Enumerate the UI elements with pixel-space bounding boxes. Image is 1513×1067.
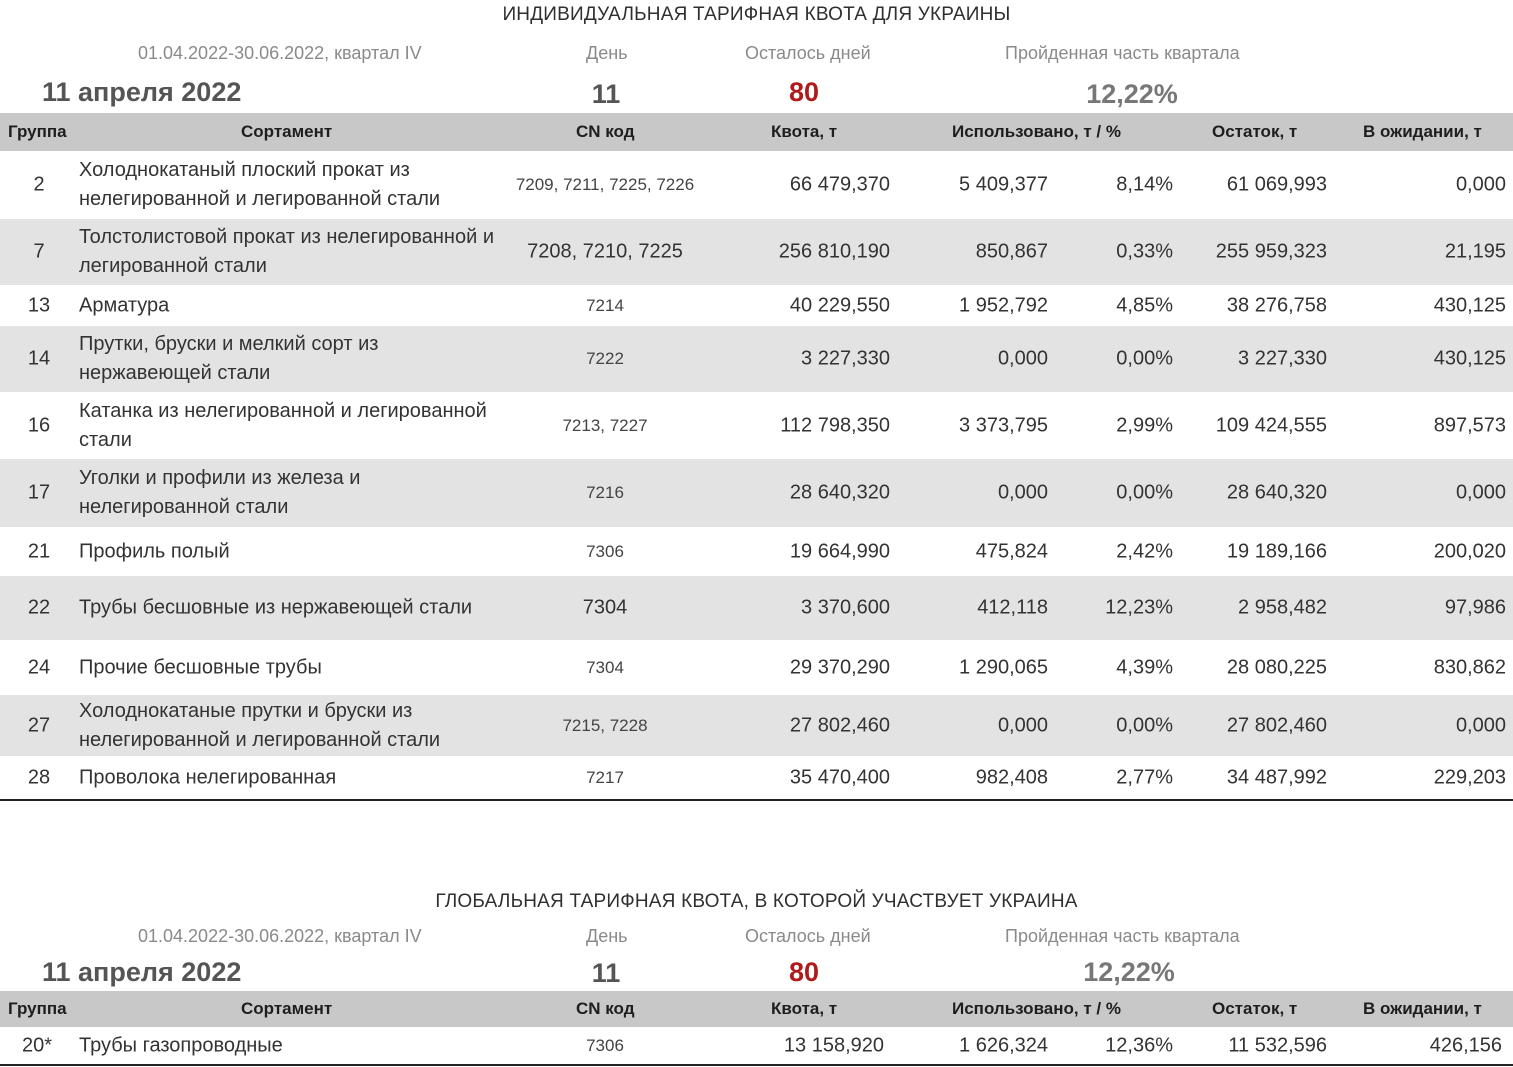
used-cell: 1 952,792 <box>959 294 1048 316</box>
quota-cell: 66 479,370 <box>789 173 890 196</box>
period-label: 01.04.2022-30.06.2022, квартал IV <box>138 926 422 946</box>
assortment-cell: Холоднокатаные прутки и бруски из нелегированной и легированной стали <box>79 699 441 751</box>
rest-cell: 11 532,596 <box>1228 1034 1327 1057</box>
group-cell: 16 <box>27 414 51 436</box>
group-cell: 22 <box>27 596 51 619</box>
cn-cell: 7304 <box>582 596 628 619</box>
pending-cell: 229,203 <box>1433 766 1506 788</box>
day-value: 11 <box>591 958 621 988</box>
period-label: 01.04.2022-30.06.2022, квартал IV <box>138 43 422 63</box>
col-pending-header: В ожидании, т <box>1363 999 1482 1018</box>
rest-cell: 61 069,993 <box>1226 173 1327 196</box>
used-percent-cell: 4,39% <box>1116 656 1173 678</box>
used-cell: 5 409,377 <box>959 173 1048 196</box>
report-date: 11 апреля 2022 <box>42 77 242 107</box>
used-cell: 850,867 <box>975 240 1048 263</box>
rest-cell: 19 189,166 <box>1226 540 1327 562</box>
assortment-cell: Арматура <box>79 294 170 316</box>
used-percent-cell: 2,42% <box>1116 540 1173 562</box>
table-row <box>0 285 1513 326</box>
table-row <box>0 695 1513 756</box>
cn-cell: 7306 <box>586 1036 624 1055</box>
table-row <box>0 151 1513 219</box>
col-used-header: Использовано, т / % <box>952 122 1121 141</box>
cn-cell: 7222 <box>586 349 624 368</box>
pending-cell: 430,125 <box>1433 294 1506 316</box>
rest-cell: 34 487,992 <box>1226 766 1327 788</box>
quota-cell: 29 370,290 <box>789 656 890 678</box>
assortment-cell: Профиль полый <box>79 540 230 562</box>
quota-cell: 27 802,460 <box>789 714 890 736</box>
rest-cell: 27 802,460 <box>1226 714 1327 736</box>
cn-cell: 7217 <box>586 767 624 787</box>
table-row <box>0 756 1513 799</box>
used-cell: 0,000 <box>997 714 1048 736</box>
cn-cell: 7214 <box>586 295 624 315</box>
progress-label: Пройденная часть квартала <box>1005 926 1240 946</box>
table-bottom-rule <box>0 799 1513 801</box>
assortment-cell: Проволока нелегированная <box>79 766 337 788</box>
table-row <box>0 219 1513 285</box>
group-cell: 13 <box>27 294 51 316</box>
cn-cell: 7306 <box>586 541 624 561</box>
used-percent-cell: 8,14% <box>1116 173 1173 196</box>
days-left-label: Осталось дней <box>745 926 871 946</box>
group-cell: 7 <box>33 240 45 263</box>
day-value: 11 <box>591 79 621 109</box>
rest-cell: 109 424,555 <box>1215 414 1327 436</box>
progress-value: 12,22% <box>1083 957 1175 987</box>
assortment-cell: Прочие бесшовные трубы <box>79 656 322 678</box>
progress-label: Пройденная часть квартала <box>1005 43 1240 63</box>
group-cell: 28 <box>27 766 51 788</box>
cn-cell: 7304 <box>586 657 624 677</box>
report-date: 11 апреля 2022 <box>42 957 242 987</box>
used-cell: 1 626,324 <box>959 1034 1048 1057</box>
rest-cell: 38 276,758 <box>1226 294 1327 316</box>
quota-cell: 256 810,190 <box>778 240 890 263</box>
day-label: День <box>586 43 628 63</box>
pending-cell: 430,125 <box>1433 347 1506 370</box>
col-pending-header: В ожидании, т <box>1363 122 1482 141</box>
quota-cell: 3 227,330 <box>801 347 890 370</box>
group-cell: 27 <box>27 714 51 736</box>
cn-cell: 7215, 7228 <box>562 715 648 735</box>
group-cell: 20* <box>21 1034 53 1057</box>
quota-cell: 19 664,990 <box>789 540 890 562</box>
used-percent-cell: 0,33% <box>1116 240 1173 263</box>
table-bottom-rule <box>0 1064 1513 1066</box>
table-row <box>0 576 1513 640</box>
quota-cell: 40 229,550 <box>789 294 890 316</box>
quota-table <box>0 1027 1513 1065</box>
pending-cell: 21,195 <box>1444 240 1506 263</box>
table-row <box>0 459 1513 527</box>
assortment-cell: Толстолистовой прокат из нелегированной и легированной стали <box>79 226 494 277</box>
pending-cell: 897,573 <box>1433 414 1506 436</box>
table-row <box>0 527 1513 576</box>
rest-cell: 2 958,482 <box>1238 596 1327 619</box>
col-quota-header: Квота, т <box>771 999 838 1018</box>
used-percent-cell: 4,85% <box>1116 294 1173 316</box>
assortment-cell: Холоднокатаный плоский прокат из нелегированной и легированной стали <box>79 159 441 210</box>
rest-cell: 255 959,323 <box>1215 240 1327 263</box>
col-group-header: Группа <box>8 122 67 141</box>
assortment-cell: Трубы газопроводные <box>79 1034 283 1057</box>
progress-value: 12,22% <box>1086 79 1178 109</box>
table-header <box>0 113 1513 151</box>
quota-cell: 28 640,320 <box>789 481 890 504</box>
used-cell: 0,000 <box>997 347 1048 370</box>
col-rest-header: Остаток, т <box>1212 122 1298 141</box>
section-title: ГЛОБАЛЬНАЯ ТАРИФНАЯ КВОТА, В КОТОРОЙ УЧАСТВУЕТ УКРАИНА <box>435 891 1078 912</box>
pending-cell: 0,000 <box>1455 481 1506 504</box>
days-left-value: 80 <box>788 957 820 987</box>
group-cell: 14 <box>27 347 51 370</box>
assortment-cell: Катанка из нелегированной и легированной стали <box>79 399 487 451</box>
pending-cell: 200,020 <box>1433 540 1506 562</box>
used-cell: 1 290,065 <box>959 656 1048 678</box>
col-cn-header: CN код <box>576 122 635 141</box>
group-cell: 24 <box>27 656 51 678</box>
quota-cell: 13 158,920 <box>783 1034 884 1057</box>
table-row <box>0 392 1513 459</box>
col-used-header: Использовано, т / % <box>952 999 1121 1018</box>
col-assortment-header: Сортамент <box>241 122 333 141</box>
assortment-cell: Уголки и профили из железа и нелегированной стали <box>79 467 361 518</box>
used-cell: 475,824 <box>975 540 1048 562</box>
table-row <box>0 326 1513 392</box>
used-cell: 3 373,795 <box>959 414 1048 436</box>
pending-cell: 97,986 <box>1444 596 1506 619</box>
day-label: День <box>586 926 628 946</box>
quota-table <box>0 151 1513 799</box>
quota-cell: 112 798,350 <box>780 414 890 436</box>
used-percent-cell: 2,99% <box>1116 414 1173 436</box>
col-cn-header: CN код <box>576 999 635 1018</box>
rest-cell: 28 640,320 <box>1226 481 1327 504</box>
days-left-label: Осталось дней <box>745 43 871 63</box>
table-header <box>0 991 1513 1027</box>
cn-cell: 7213, 7227 <box>562 415 648 435</box>
pending-cell: 0,000 <box>1455 173 1506 196</box>
used-cell: 0,000 <box>997 481 1048 504</box>
used-percent-cell: 0,00% <box>1116 347 1173 370</box>
quota-cell: 3 370,600 <box>801 596 890 619</box>
used-percent-cell: 0,00% <box>1116 481 1173 504</box>
assortment-cell: Прутки, бруски и мелкий сорт из нержавеющей стали <box>79 333 379 384</box>
used-percent-cell: 12,36% <box>1105 1034 1173 1057</box>
group-cell: 17 <box>27 481 51 504</box>
pending-cell: 830,862 <box>1433 656 1506 678</box>
days-left-value: 80 <box>788 77 820 107</box>
group-cell: 2 <box>33 173 45 196</box>
col-group-header: Группа <box>8 999 67 1018</box>
used-cell: 412,118 <box>977 596 1048 619</box>
section-title: ИНДИВИДУАЛЬНАЯ ТАРИФНАЯ КВОТА ДЛЯ УКРАИНЫ <box>502 4 1011 25</box>
table-row <box>0 640 1513 695</box>
col-rest-header: Остаток, т <box>1212 999 1298 1018</box>
quota-cell: 35 470,400 <box>789 766 890 788</box>
pending-cell: 426,156 <box>1429 1034 1502 1057</box>
table-row <box>0 1027 1513 1065</box>
cn-cell: 7209, 7211, 7225, 7226 <box>515 175 695 194</box>
cn-cell: 7216 <box>586 483 624 502</box>
used-percent-cell: 2,77% <box>1116 766 1173 788</box>
assortment-cell: Трубы бесшовные из нержавеющей стали <box>79 596 473 619</box>
used-cell: 982,408 <box>975 766 1048 788</box>
cn-cell: 7208, 7210, 7225 <box>527 240 683 263</box>
group-cell: 21 <box>27 540 51 562</box>
rest-cell: 28 080,225 <box>1226 656 1327 678</box>
col-quota-header: Квота, т <box>771 122 838 141</box>
used-percent-cell: 0,00% <box>1116 714 1173 736</box>
pending-cell: 0,000 <box>1455 714 1506 736</box>
used-percent-cell: 12,23% <box>1105 596 1173 619</box>
col-assortment-header: Сортамент <box>241 999 333 1018</box>
rest-cell: 3 227,330 <box>1238 347 1327 370</box>
